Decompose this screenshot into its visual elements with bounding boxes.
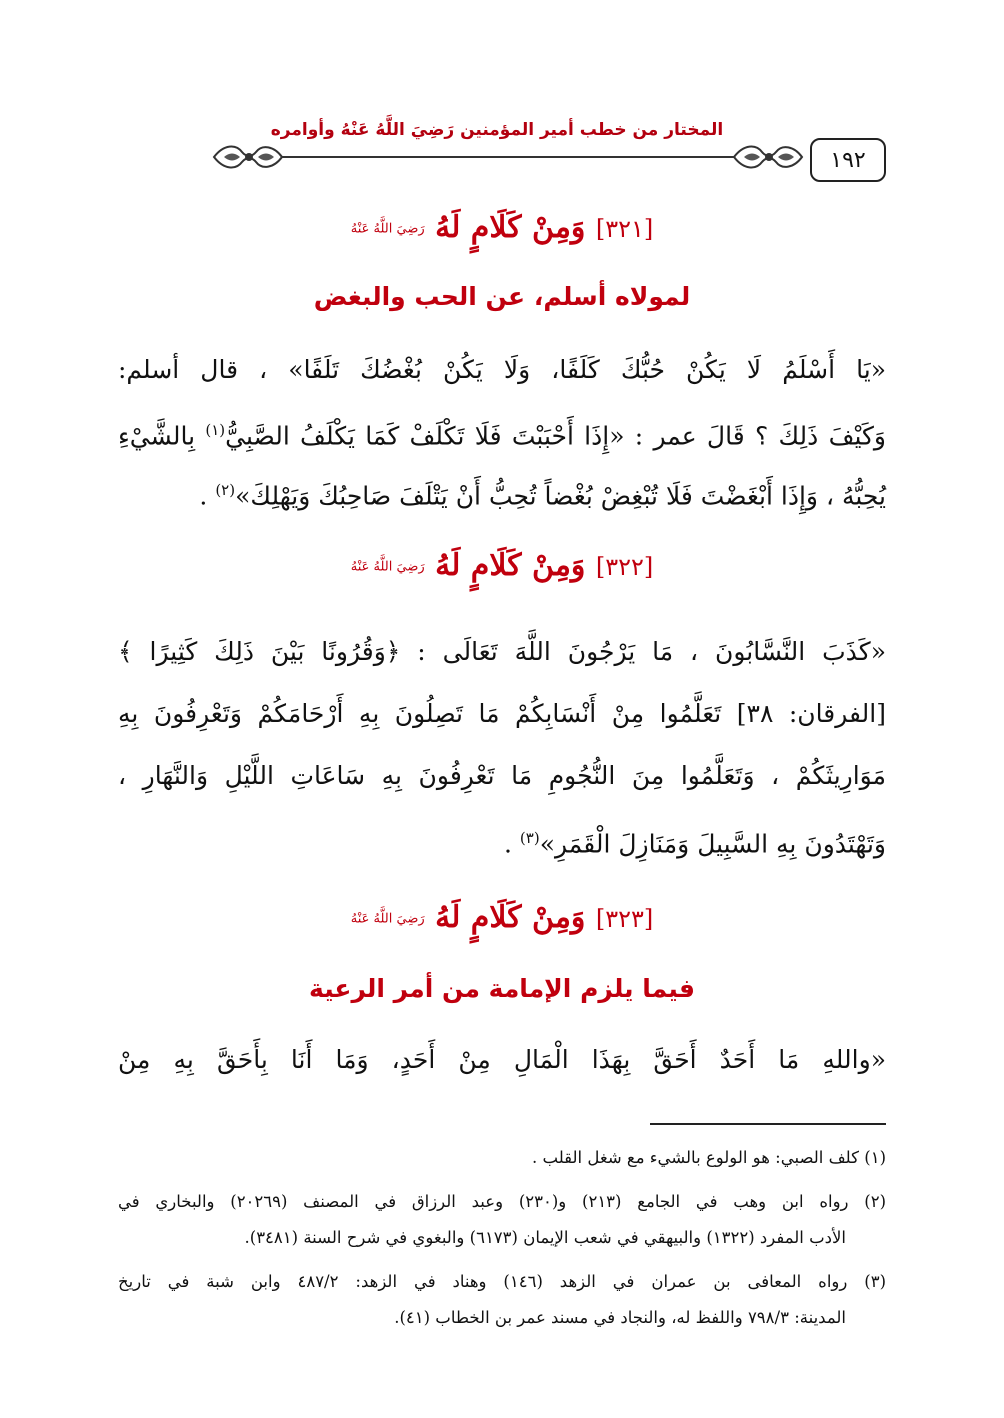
body-line-tail: بِالشَّيْءِ	[118, 421, 206, 451]
footnote-ref[interactable]: (٢)	[215, 481, 236, 499]
body-line-text: «يَا أَسْلَمُ لَا يَكُنْ حُبُّكَ كَلَفًا، وَلَا يَكُنْ بُغْضُكَ تَلَفًا» ، قال أسلم:	[118, 355, 886, 384]
body-line-end: .	[199, 481, 216, 511]
body-line	[118, 466, 886, 514]
footnote-3-cont	[118, 1302, 886, 1334]
footnote-ref[interactable]: (٣)	[519, 829, 540, 847]
body-line	[118, 690, 886, 738]
footnote-1	[118, 1142, 886, 1174]
footnote-3	[118, 1266, 886, 1298]
body-line-text: مَوَارِيثَكُمْ ، وَتَعَلَّمُوا مِنَ النُّجُومِ مَا تَعْرِفُونَ بِهِ سَاعَاتِ اللَّيْلِ وَالنَّهَارِ ،	[118, 761, 886, 790]
footnote-text: (٢) رواه ابن وهب في الجامع (٢١٣) و(٢٣٠) وعبد الرزاق في المصنف (٢٠٢٦٩) والبخاري في	[118, 1192, 887, 1211]
body-line-text: «واللهِ مَا أَحَدٌ أَحَقَّ بِهَذَا الْمَالِ مِنْ أَحَدٍ، وَمَا أَنَا بِأَحَقَّ بِهِ مِنْ	[118, 1045, 886, 1074]
footnote-2	[118, 1186, 886, 1218]
body-line-end: .	[504, 829, 520, 859]
header-rule	[215, 156, 800, 158]
body-line	[118, 752, 886, 800]
footnote-ref[interactable]: (١)	[205, 421, 226, 439]
footnote-separator	[650, 1123, 886, 1125]
section-subtitle-321: لمولاه أسلم، عن الحب والبغض	[313, 282, 691, 311]
body-line-text: وَكَيْفَ ذَلِكَ ؟ قَالَ عمر : «إِذَا أَحْبَبْتَ فَلَا تَكْلَفْ كَمَا يَكْلَفُ الصَّبِيُّ	[225, 421, 886, 451]
honorific-text: رَضِيَ اللَّهُ عَنْهُ	[350, 911, 425, 927]
honorific-text: رَضِيَ اللَّهُ عَنْهُ	[350, 221, 425, 237]
section-heading-text: وَمِنْ كَلَامٍ لَهُ	[435, 210, 586, 245]
section-number: [٣٢٣]	[595, 905, 654, 933]
body-line	[118, 406, 886, 454]
running-header-title: المختار من خطب أمير المؤمنين رَضِيَ اللَّهُ عَنْهُ وأوامره	[270, 120, 724, 140]
body-line-text: «كَذَبَ النَّسَّابُونَ ، مَا يَرْجُونَ اللَّهَ تَعَالَى : ﴿وَقُرُونًا بَيْنَ ذَلِكَ كَثِيرًا ﴾	[118, 637, 886, 666]
ornament-left-icon	[212, 140, 284, 174]
body-line-text: وَتَهْتَدُونَ بِهِ السَّبِيلَ وَمَنَازِلَ الْقَمَرِ»	[539, 829, 886, 859]
footnote-text: (١) كلف الصبي: هو الولوع بالشيء مع شغل القلب .	[532, 1148, 886, 1167]
body-line-text: يُحِبُّهُ ، وَإِذَا أَبْغَضْتَ فَلَا تُبْغِضْ بُغْضاً تُحِبُّ أَنْ يَتْلَفَ صَاحِبُكَ وَيَهْلِكَ»	[235, 481, 886, 511]
section-heading-322	[0, 548, 1004, 583]
body-line-text: [الفرقان: ٣٨] تَعَلَّمُوا مِنْ أَنْسَابِكُمْ مَا تَصِلُونَ بِهِ أَرْحَامَكُمْ وَتَعْرِفُونَ بِهِ	[118, 699, 886, 728]
section-heading-323	[0, 900, 1004, 935]
ornament-right-icon	[732, 140, 804, 174]
honorific-text: رَضِيَ اللَّهُ عَنْهُ	[350, 559, 425, 575]
body-line	[118, 1036, 886, 1084]
body-line	[118, 628, 886, 676]
page-number-text: ١٩٢	[830, 147, 866, 173]
section-heading-text: وَمِنْ كَلَامٍ لَهُ	[435, 548, 586, 583]
footnote-text: الأدب المفرد (١٣٢٢) والبيهقي في شعب الإيمان (٦١٧٣) والبغوي في شرح السنة (٣٤٨١).	[244, 1228, 846, 1247]
section-number: [٣٢١]	[595, 215, 654, 243]
body-line	[118, 346, 886, 394]
footnote-text: المدينة: ٧٩٨/٣ واللفظ له، والنجاد في مسند عمر بن الخطاب (٤١).	[394, 1308, 846, 1327]
body-line	[118, 814, 886, 862]
section-subtitle-323: فيما يلزم الإمامة من أمر الرعية	[309, 974, 695, 1003]
page-number	[810, 138, 886, 182]
section-number: [٣٢٢]	[595, 553, 654, 581]
section-heading-text: وَمِنْ كَلَامٍ لَهُ	[435, 900, 586, 935]
footnote-2-cont	[118, 1222, 886, 1254]
section-heading-321	[0, 210, 1004, 245]
footnote-text: (٣) رواه المعافى بن عمران في الزهد (١٤٦) وهناد في الزهد: ٤٨٧/٢ وابن شبة في تاريخ	[118, 1272, 887, 1291]
